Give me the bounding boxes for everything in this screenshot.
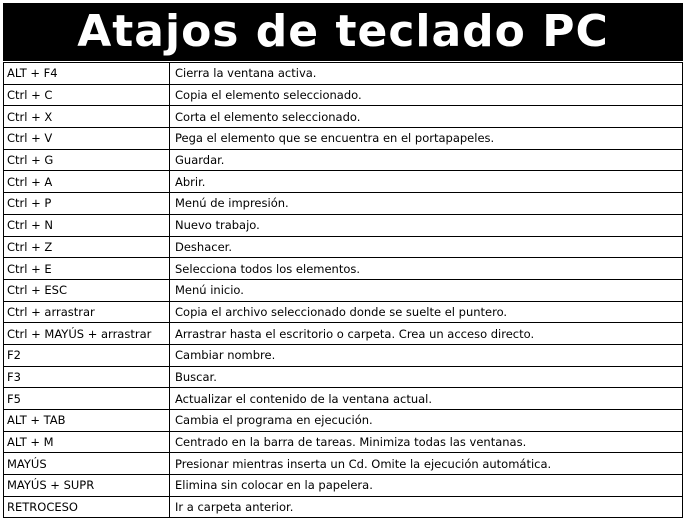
- table-row: [4, 388, 683, 410]
- table-row: [4, 128, 683, 150]
- shortcut-description-cell: Corta el elemento seleccionado.: [170, 106, 683, 128]
- shortcut-key-cell: Ctrl + X: [4, 106, 170, 128]
- shortcut-key-cell: Ctrl + P: [4, 193, 170, 215]
- shortcut-key-cell: MAYÚS + SUPR: [4, 475, 170, 497]
- title-banner: [3, 3, 683, 61]
- table-row: [4, 84, 683, 106]
- shortcut-description-cell: Elimina sin colocar en la papelera.: [170, 475, 683, 497]
- shortcut-description-cell: Menú de impresión.: [170, 193, 683, 215]
- shortcut-key-cell: Ctrl + MAYÚS + arrastrar: [4, 323, 170, 345]
- shortcut-description-cell: Cambiar nombre.: [170, 344, 683, 366]
- shortcut-key-cell: F5: [4, 388, 170, 410]
- shortcut-key-cell: RETROCESO: [4, 496, 170, 518]
- shortcut-description-cell: Nuevo trabajo.: [170, 214, 683, 236]
- shortcut-key-cell: ALT + F4: [4, 63, 170, 85]
- table-row: [4, 410, 683, 432]
- shortcuts-table: [3, 62, 683, 518]
- page-title: Atajos de teclado PC: [77, 6, 609, 57]
- shortcut-key-cell: MAYÚS: [4, 453, 170, 475]
- table-row: [4, 431, 683, 453]
- table-row: [4, 149, 683, 171]
- shortcut-key-cell: Ctrl + arrastrar: [4, 301, 170, 323]
- shortcut-description-cell: Ir a carpeta anterior.: [170, 496, 683, 518]
- shortcut-description-cell: Buscar.: [170, 366, 683, 388]
- shortcut-description-cell: Copia el elemento seleccionado.: [170, 84, 683, 106]
- shortcut-key-cell: Ctrl + G: [4, 149, 170, 171]
- table-row: [4, 258, 683, 280]
- shortcut-description-cell: Presionar mientras inserta un Cd. Omite la ejecución automática.: [170, 453, 683, 475]
- shortcut-description-cell: Arrastrar hasta el escritorio o carpeta. Crea un acceso directo.: [170, 323, 683, 345]
- shortcut-key-cell: Ctrl + V: [4, 128, 170, 150]
- shortcut-description-cell: Abrir.: [170, 171, 683, 193]
- shortcut-description-cell: Guardar.: [170, 149, 683, 171]
- shortcuts-table-body: [4, 63, 683, 518]
- shortcut-key-cell: Ctrl + A: [4, 171, 170, 193]
- table-row: [4, 106, 683, 128]
- table-row: [4, 214, 683, 236]
- table-row: [4, 366, 683, 388]
- shortcut-description-cell: Cambia el programa en ejecución.: [170, 410, 683, 432]
- table-row: [4, 301, 683, 323]
- shortcut-key-cell: Ctrl + ESC: [4, 279, 170, 301]
- shortcut-description-cell: Deshacer.: [170, 236, 683, 258]
- shortcut-key-cell: Ctrl + Z: [4, 236, 170, 258]
- table-row: [4, 496, 683, 518]
- shortcut-key-cell: F3: [4, 366, 170, 388]
- shortcut-key-cell: ALT + M: [4, 431, 170, 453]
- table-row: [4, 475, 683, 497]
- shortcut-description-cell: Pega el elemento que se encuentra en el portapapeles.: [170, 128, 683, 150]
- shortcut-description-cell: Centrado en la barra de tareas. Minimiza todas las ventanas.: [170, 431, 683, 453]
- table-row: [4, 236, 683, 258]
- shortcut-description-cell: Menú inicio.: [170, 279, 683, 301]
- shortcut-key-cell: ALT + TAB: [4, 410, 170, 432]
- table-row: [4, 63, 683, 85]
- table-row: [4, 193, 683, 215]
- table-row: [4, 279, 683, 301]
- shortcut-key-cell: Ctrl + N: [4, 214, 170, 236]
- shortcut-description-cell: Selecciona todos los elementos.: [170, 258, 683, 280]
- shortcut-key-cell: Ctrl + E: [4, 258, 170, 280]
- shortcut-description-cell: Cierra la ventana activa.: [170, 63, 683, 85]
- table-row: [4, 453, 683, 475]
- table-row: [4, 323, 683, 345]
- table-row: [4, 171, 683, 193]
- table-row: [4, 344, 683, 366]
- shortcut-description-cell: Actualizar el contenido de la ventana actual.: [170, 388, 683, 410]
- shortcut-description-cell: Copia el archivo seleccionado donde se suelte el puntero.: [170, 301, 683, 323]
- shortcut-key-cell: Ctrl + C: [4, 84, 170, 106]
- shortcut-key-cell: F2: [4, 344, 170, 366]
